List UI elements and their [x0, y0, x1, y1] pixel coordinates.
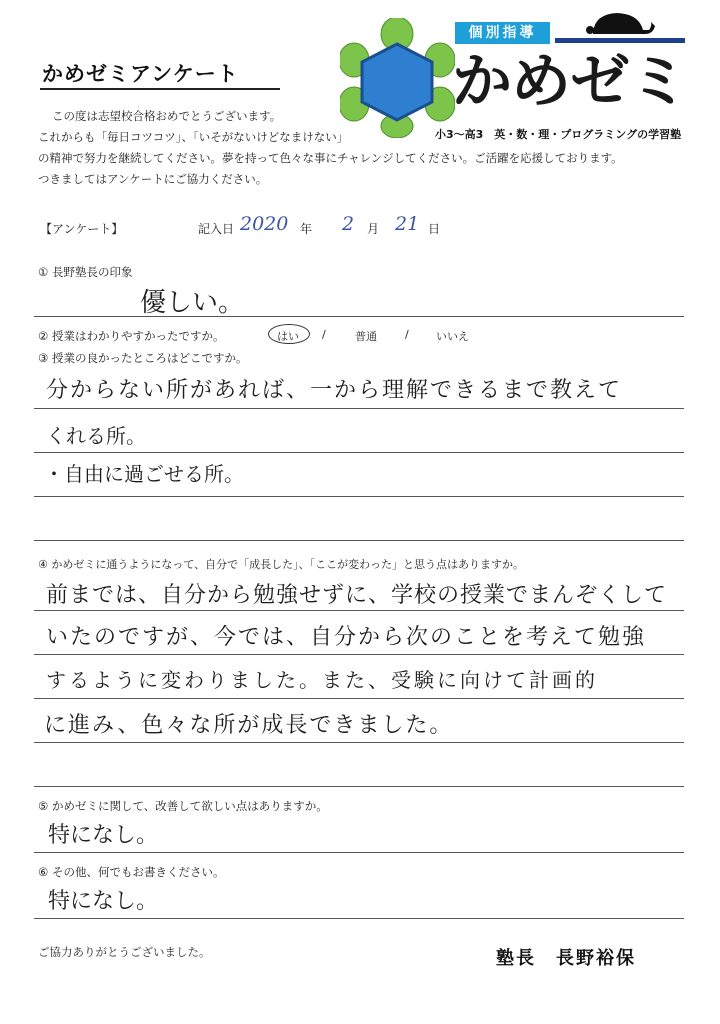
survey-label: 【アンケート】: [40, 222, 124, 236]
date-prefix: 記入日: [198, 222, 235, 236]
option-yes: はい: [277, 330, 299, 343]
answer-line: [34, 786, 684, 787]
date-year-unit: 年: [300, 222, 313, 236]
logo-wordmark: かめゼミ: [452, 47, 688, 117]
intro-line: つきましてはアンケートにご協力ください。: [38, 172, 268, 186]
intro-line: この度は志望校合格おめでとうございます。: [52, 109, 282, 123]
date-day-unit: 日: [428, 222, 441, 236]
answer-line: [34, 654, 684, 655]
question-5-label: ⑤ かめゼミに関して、改善して欲しい点はありますか。: [38, 799, 328, 813]
option-no: いいえ: [436, 330, 469, 343]
date-month-unit: 月: [367, 222, 380, 236]
question-3-answer-line: くれる所。: [46, 424, 146, 448]
question-1-label: ① 長野塾長の印象: [38, 265, 133, 279]
answer-line: [34, 852, 684, 853]
question-4-answer-line: 前までは、自分から勉強せずに、学校の授業でまんぞくして: [46, 583, 668, 608]
question-3-label: ③ 授業の良かったところはどこですか。: [38, 351, 248, 365]
answer-line: [34, 452, 684, 453]
question-6-answer: 特になし。: [48, 889, 159, 914]
answer-line: [34, 610, 684, 611]
answer-line: [34, 698, 684, 699]
turtle-silhouette-icon: [585, 8, 655, 38]
answer-line: [34, 918, 684, 919]
intro-line: の精神で努力を継続してください。夢を持って色々な事にチャレンジしてください。ご活躍を応援しております。: [38, 151, 623, 165]
answer-line: [34, 496, 684, 497]
question-4-answer-line: するように変わりました。また、受験に向けて計画的: [46, 668, 598, 692]
logo-subtitle: 小3～高3 英・数・理・プログラミングの学習塾: [435, 128, 682, 141]
answer-line: [34, 742, 684, 743]
answer-line: [34, 408, 684, 409]
option-separator: /: [405, 328, 409, 341]
survey-title: かめゼミアンケート: [42, 62, 239, 86]
title-underline: [40, 88, 280, 90]
date-year-value: 2020: [240, 213, 289, 235]
option-normal: 普通: [355, 330, 377, 343]
question-1-answer: 優しい。: [140, 288, 245, 318]
answer-line: [34, 316, 684, 317]
question-4-label: ④ かめゼミに通うようになって、自分で「成長した」、「ここが変わった」と思う点はありますか。: [38, 558, 525, 571]
answer-line: [34, 540, 684, 541]
thanks-message: ご協力ありがとうございました。: [38, 945, 211, 959]
question-6-label: ⑥ その他、何でもお書きください。: [38, 865, 225, 879]
option-separator: /: [322, 328, 326, 341]
question-4-answer-line: いたのですが、今では、自分から次のことを考えて勉強: [46, 625, 647, 650]
logo-accent-bar: [555, 38, 685, 43]
principal-name: 塾長 長野裕保: [496, 948, 636, 969]
intro-line: これからも「毎日コツコツ」、「いそがないけどなまけない」: [38, 130, 349, 144]
question-3-answer-line: ・自由に過ごせる所。: [44, 462, 244, 486]
question-4-answer-line: に進み、色々な所が成長できました。: [44, 713, 454, 738]
date-day-value: 21: [395, 213, 420, 235]
question-2-label: ② 授業はわかりやすかったですか。: [38, 329, 225, 343]
logo-badge: 個別指導: [455, 22, 550, 44]
intro-text: [38, 106, 698, 190]
date-month-value: 2: [342, 213, 355, 235]
question-5-answer: 特になし。: [48, 823, 159, 848]
question-3-answer-line: 分からない所があれば、一から理解できるまで教えて: [46, 378, 623, 403]
